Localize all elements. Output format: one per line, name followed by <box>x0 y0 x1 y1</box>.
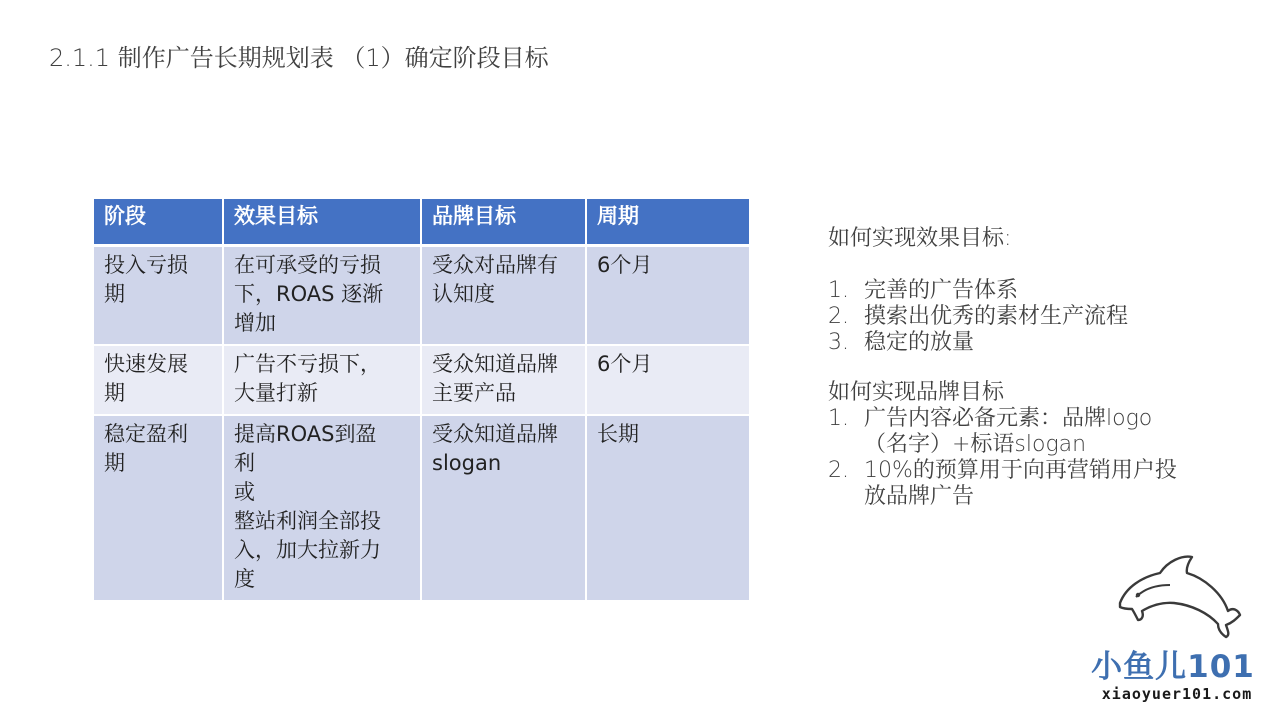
list-item <box>828 330 1228 356</box>
cell-line: 快速发展 <box>104 352 188 376</box>
list-item <box>828 304 1228 330</box>
list-item <box>828 458 1228 510</box>
cell-line: 期 <box>104 381 125 405</box>
cell-line: slogan <box>432 451 502 475</box>
cell-line: 度 <box>234 567 255 591</box>
cell-line: 在可承受的亏损 <box>234 253 381 277</box>
list-item <box>828 278 1228 304</box>
cell-period: 6个月 <box>586 345 750 415</box>
cell-line: 稳定盈利 <box>104 422 188 446</box>
dolphin-icon <box>1112 553 1244 641</box>
cell-line: 期 <box>104 282 125 306</box>
brand-goal-heading: 如何实现品牌目标 <box>828 380 1005 405</box>
list-number: 1. <box>828 278 849 303</box>
list-number: 3. <box>828 330 849 355</box>
cell-line: 增加 <box>234 311 276 335</box>
list-text: 完善的广告体系 <box>864 278 1019 303</box>
cell-effect-goal <box>223 345 421 415</box>
list-text: 放品牌广告 <box>864 484 975 509</box>
header-brand-goal: 品牌目标 <box>421 198 586 246</box>
header-period: 周期 <box>586 198 750 246</box>
list-text: （名字）+标语slogan <box>864 432 1087 457</box>
cell-line: 整站利润全部投 <box>234 509 381 533</box>
cell-effect-goal <box>223 415 421 601</box>
header-effect-goal: 效果目标 <box>223 198 421 246</box>
cell-stage <box>93 415 223 601</box>
header-stage: 阶段 <box>93 198 223 246</box>
table-header-row <box>93 198 750 246</box>
stage-plan-table <box>92 197 751 602</box>
effect-goal-list <box>828 278 1228 356</box>
table-row <box>93 246 750 346</box>
brand-site: xiaoyuer101.com <box>1101 685 1253 703</box>
cell-line: 利 <box>234 451 255 475</box>
cell-brand-goal <box>421 345 586 415</box>
cell-period: 6个月 <box>586 246 750 346</box>
cell-stage <box>93 246 223 346</box>
cell-line: 广告不亏损下， <box>234 352 381 376</box>
list-text: 广告内容必备元素：品牌logo <box>864 406 1153 431</box>
cell-line: 提高ROAS到盈 <box>234 422 377 446</box>
brand-logo <box>1082 553 1272 713</box>
notes-panel <box>828 226 1228 510</box>
page-title: 2.1.1 制作广告长期规划表 （1）确定阶段目标 <box>49 44 549 72</box>
cell-line: 受众知道品牌 <box>432 352 558 376</box>
cell-line: 大量打新 <box>234 381 318 405</box>
cell-brand-goal <box>421 246 586 346</box>
brand-name: 小鱼儿101 <box>1091 649 1255 685</box>
cell-line: 受众对品牌有 <box>432 253 558 277</box>
effect-goal-heading: 如何实现效果目标: <box>828 226 1012 251</box>
list-number: 1. <box>828 406 849 431</box>
brand-goal-list <box>828 406 1228 510</box>
list-text: 摸索出优秀的素材生产流程 <box>864 304 1129 329</box>
cell-line: 或 <box>234 480 255 504</box>
list-number: 2. <box>828 304 849 329</box>
cell-line: 认知度 <box>432 282 495 306</box>
cell-brand-goal <box>421 415 586 601</box>
cell-line: 下，ROAS 逐渐 <box>234 282 384 306</box>
list-text: 稳定的放量 <box>864 330 975 355</box>
table-row <box>93 415 750 601</box>
cell-line: 期 <box>104 451 125 475</box>
list-number: 2. <box>828 458 849 483</box>
table-row <box>93 345 750 415</box>
list-item <box>828 406 1228 458</box>
list-text: 10%的预算用于向再营销用户投 <box>864 458 1177 483</box>
cell-line: 入，加大拉新力 <box>234 538 381 562</box>
cell-line: 主要产品 <box>432 381 516 405</box>
cell-effect-goal <box>223 246 421 346</box>
cell-period: 长期 <box>586 415 750 601</box>
cell-stage <box>93 345 223 415</box>
cell-line: 投入亏损 <box>104 253 188 277</box>
cell-line: 受众知道品牌 <box>432 422 558 446</box>
